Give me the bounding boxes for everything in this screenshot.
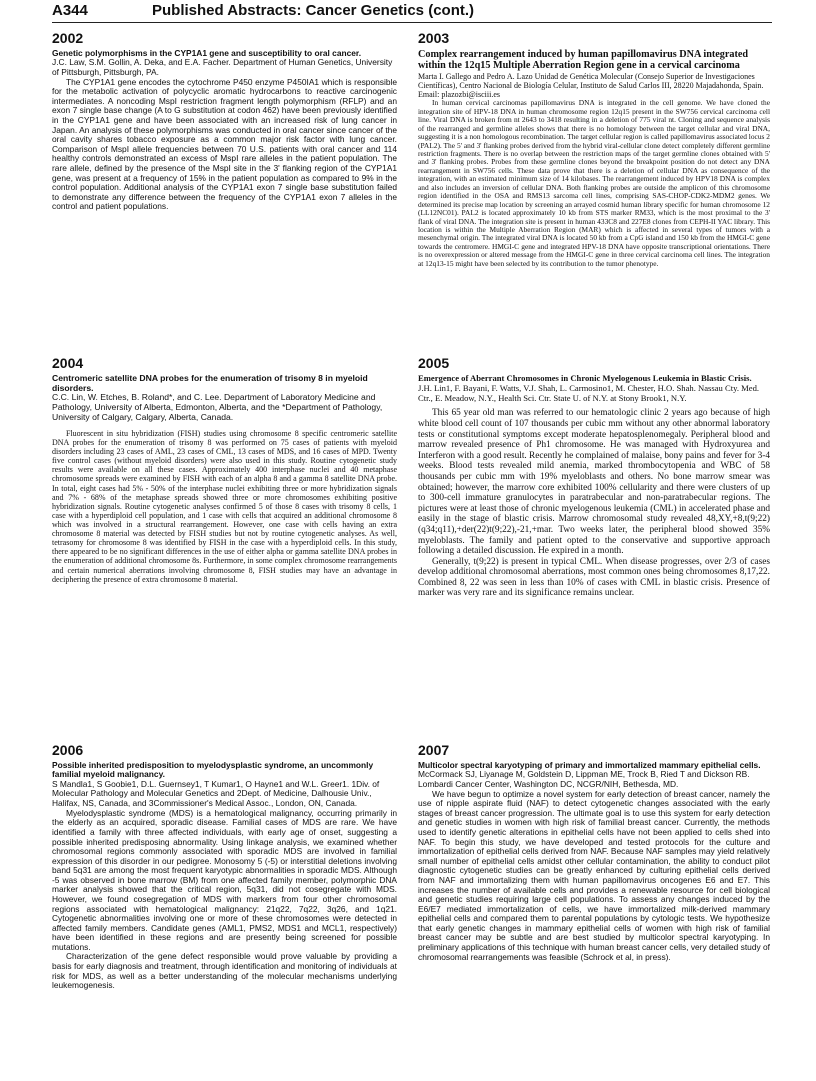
abstract-title: Emergence of Aberrant Chromosomes in Chronic Myelogenous Leukemia in Blastic Crisis. (418, 373, 752, 383)
abstract-body (52, 429, 397, 584)
page-number: A344 (52, 2, 88, 19)
abstract-paragraph: This 65 year old man was referred to our hematologic clinic 2 years ago because of high white blood cell count of 107 thousands per cubic mm without any other abnormal laboratory tests or constitutional symptoms except moderate hepatosplenomegaly. Peripheral blood and marrow revealed presence of Ph1 chromosome. He was managed with Hydroxyurea and Interferon with a good result. Recently he complained of malaise, bony pains and fever for 3-4 weeks. Blood tests revealed mild anemia, marked thrombocytopenia and WBC of 58 thousands per cubic mm with 19% myeloblasts and others. No bone marrow smear was obtained; however, the marrow core exhibited 100% cellularity and there were clusters of up to 300-cell immature granulocytes in paratrabecular and non-paratrabecular regions. The pictures were at least those of chronic myelogenous leukemia (CML) in accelerated phase and easily in the stage of blastic crisis. Marrow chromosomal study revealed 48,XY,+8,t(9;22)(q34;q11),+der(22)t(9;22),-21,+mar. Two weeks later, the peripheral blood showed 35% myeloblasts. The family and patient opted to the conservative and supportive approach following a detailed discussion. He expired in a month. (418, 408, 770, 557)
abstract-2007 (418, 742, 770, 1060)
abstract-2004 (52, 355, 397, 645)
abstract-number: 2005 (418, 355, 450, 371)
abstract-2002 (52, 30, 397, 280)
page-header (52, 2, 772, 24)
abstract-authors: S Mandla1, S Goobie1, D.L. Guernsey1, T Kumar1, O Hayne1 and W.L. Greer1. 1Div. of Molecular Pathology and Molecular Genetics and 2Dept. of Medicine, Dalhousie Univ., Halifax, NS, Canada, and 3Commissioner's Medical Assoc., London, ON, Canada. (52, 778, 380, 809)
abstract-title: Genetic polymorphisms in the CYP1A1 gene and susceptibility to oral cancer. (52, 48, 362, 58)
abstract-2003 (418, 30, 770, 305)
abstract-number: 2006 (52, 742, 84, 758)
abstract-body (418, 408, 770, 599)
abstract-2005 (418, 355, 770, 735)
abstract-authors: McCormack SJ, Liyanage M, Goldstein D, Lippman ME, Trock B, Ried T and Dickson RB. Lombardi Cancer Center, Washington DC, NCGR/NIH, Bethesda, MD. (418, 769, 750, 790)
abstract-authors: Marta I. Gallego and Pedro A. Lazo Unidad de Genética Molecular (Consejo Superior de Investigaciones Científicas), Centro Nacional de Biología Celular, Instituto de Salud Carlos III, 28220 Majadahonda, Spain. Email: plazozbi@isciii.es (418, 71, 764, 100)
abstract-paragraph: We have begun to optimize a novel system for early detection of breast cancer, namely the use of nipple aspirate fluid (NAF) to detect cytogenetic changes associated with the early stages of breast cancer progression. The ultimate goal is to use this system for early detection and genetic studies in women with high risk of familial breast cancer. Currently, the methods used to identify genetic alterations in epithelial cells have not been applied to cells shed into NAF. To begin this study, we have developed and tested protocols for the culture and immortalization of epithelial cells derived from NAF. Because NAF samples may yield relatively small number of epithelial cells amidst other cellular contamination, the ability to conduct pilot diagnostic cytogenetic studies can be greatly enhanced by culturing epithelial cells derived from NAF and immortalizing them with human papillomavirus oncogenes E6 and E7. This increases the number of available cells and provides a renewable resource for cell biological and genetic studies requiring large cell populations. To assess any changes induced by the E6/E7 mediated immortalization of cells, we have immortalized milk-derived mammary epithelial cells and compared them to parental populations by cytologic tests. We hypothesize that early genetic changes in mammary epithelial cells of women with high risk of familial breast cancer may be subtle and are best studied by multicolor spectral karyotyping. In preliminary applications of this technique with human breast cancer cells, very detailed study of chromosomal rearrangements was feasible (Schrock et al, in press). (418, 788, 770, 962)
abstract-title: Complex rearrangement induced by human papillomavirus DNA integrated within the 12q15 Multiple Aberration Region gene in a cervical carcinoma (418, 49, 749, 72)
abstract-paragraph: Generally, t(9;22) is present in typical CML. When disease progresses, over 2/3 of cases develop additional chromosomal aberrations, most common ones being chromosomes 8,17,22. Combined 8, 22 was seen in less than 10% of cases with CML in blastic crisis. Presence of marker was very rare and its significance remains unclear. (418, 556, 770, 599)
abstract-title: Centromeric satellite DNA probes for the enumeration of trisomy 8 in myeloid disorders. (52, 373, 368, 393)
abstract-authors: J.H. Lin1, F. Bayani, F. Watts, V.J. Shah, L. Carmosino1, M. Chester, H.O. Shah. Nassau Cty. Med. Ctr., E. Meadow, N.Y., Health Sci. Ctr. State U. of N.Y. at Stony Brook1, N.Y. (418, 382, 760, 403)
abstract-paragraph: Characterization of the gene defect responsible would prove valuable by providing a basis for early diagnosis and treatment, through identification and monitoring of individuals at risk for MDS, as well as a better understanding of the molecular mechanisms underlying leukemogenesis. (52, 951, 397, 991)
abstract-body (418, 790, 770, 962)
abstract-paragraph: Myelodysplastic syndrome (MDS) is a hematological malignancy, occurring primarily in the elderly as an acquired, sporadic disease. Familial cases of MDS are rare. We have identified a family with three affected individuals, with early age of onset, suggesting a possible inherited predisposing abnormality. Using linkage analysis, we examined whether chromosomal regions commonly associated with sporadic MDS are involved in familial expression of this disorder in our pedigree. Monosomy 5 (-5) or interstitial deletions involving band 5q31 are among the most frequent karyotypic abnormalities in sporadic MDS. Although -5 was observed in bone marrow (BM) from one affected family member, polymorphic DNA marker analysis showed that the critical region, 5q31, did not cosegregate with MDS. However, we found cosegregation of MDS with markers from four other chromosomal regions associated with hematological malignancy: 21q22, 7q22, 3q26, and 1q21. Cytogenetic abnormalities involving one or more of these chromosomes were detected in affected family members. Candidate genes (AML1, PMS2, MDS1 and MCL1, respectively) have been identified in these regions and are presently being screened for possible mutations. (52, 807, 397, 952)
abstract-body (418, 99, 770, 268)
abstract-paragraph: The CYP1A1 gene encodes the cytochrome P450 enzyme P450IA1 which is responsible for the metabolic activation of polycyclic aromatic hydrocarbons to reactive carcinogenic intermediates. A noncoding MspI restriction fragment length polymorphism (RFLP) and an exon 7 single base change (A to G substitution at codon 462) have been previously identified in the CYP1A1 gene and have been associated with an increased risk of lung cancer in Japan. An analysis of these polymorphisms was conducted in oral cancer since cancer of the oral cavity shares tobacco exposure as a common major risk factor with lung cancer. Comparison of MspI allele frequencies between 70 U.S. patients with oral cancer and 114 healthy controls demonstrated an excess of MspI rare alleles in the patient population. The rare allele, defined by the presence of the MspI site in the 3' flanking region of the CYP1A1 gene, was present at a frequency of 15% in the patient population as compared to 9% in the control population. Additional analysis of the CYP1A1 exon 7 single base substitution failed to demonstrate any difference between the frequency of the CYP1A1 exon 7 alleles in the control and patient populations. (52, 76, 397, 212)
abstract-number: 2007 (418, 742, 450, 758)
abstract-title: Multicolor spectral karyotyping of primary and immortalized mammary epithelial cells. (418, 760, 761, 770)
abstract-paragraph: Fluorescent in situ hybridization (FISH) studies using chromosome 8 specific centromeric satellite DNA probes for the enumeration of trisomy 8 was performed on 75 cases of patients with myeloid disorders including 23 cases of AML, 23 cases of CML, 13 cases of MDS, and 16 cases of MPD. Twenty five control cases (without myeloid disorders) were also used in this study. Routine cytogenetic study results were available on all these cases. Approximately 400 interphase nuclei and 40 metaphase chromosome spreads were examined by FISH with each of an alpha 8 and a gamma 8 satellite DNA probe. In total, eight cases had 5% - 50% of the interphase nuclei exhibiting three or more hybridization signals and 7% - 68% of the metaphase spreads showed three or more chromosomes exhibiting positive hybridization signals. Routine cytogenetic analyses confirmed 5 of those 8 cases with trisomy 8 cells, 1 case with a hyperdiploid cell population, and 1 case with cells that acquired an additional chromosome 8 which was involved in a structural rearrangement. However, one case with cells having an extra chromosome 8 material was detected by FISH studies but not by routine cytogenetic analyses. As well, tetrasomy for chromosome 8 was identified by FISH in the case with a hyperdiploid cells. In this study, there appeared to be no significant differences in the use of either alpha or gamma satellite DNA probes in the enumeration of additional chromosome 8s. Furthermore, in some complex chromosome rearrangements and certain numerical aberrations involving chromosome 8, FISH studies may have an advantage in deciphering the presence of extra chromosome 8 material. (52, 428, 397, 584)
abstract-paragraph: In human cervical carcinomas papillomavirus DNA is integrated in the cell genome. We have cloned the integration site of HPV-18 DNA in human chromosome region 12q15 present in the SW756 cervical carcinoma cell line. Viral DNA is broken from nt 2643 to 3418 resulting in a deletion of 775 viral nt. Cloning and sequence analysis of the rearranged and germline alleles shows that there is no homology between the target cellular and viral DNA, suggesting it is a non homologous recombination. The target cellular region is called papillomavirus associated locus 2 (PAL2). The 5' and 3' flanking probes derived from the hybrid viral-cellular clone detect completely different germline restriction fragments. There is no overlap between the restriction maps of the target germline clones obtained with 5' and 3' flanking probes. Probes from these germline clones beyond the breakpoint position do not detect any DNA rearrangement in SW756 cells. These data prove that there is a deletion of cellular DNA as consequence of the integration, with an estimated minimum size of 14 kilobases. The rearrangement induced by HPV18 DNA is complex and also includes an inversion of cellular DNA. Both flanking probes are outside the amplicon of this chromosome region identified in the OSA and RMS13 sarcoma cell lines, comprising SAS-CHOP-CDK2-MDM2 genes. We determined its precise map location by screening an arrayed cosmid human library specific for human chromosome 12 (LL12NC01). PAL2 is located approximately 10 kb from STS marker RM33, which is the most proximal to the 3' flank of viral DNA. The integration site is present in human 433C8 and 227E8 clones from CEPH-II YAC library. This location is within the Multiple Aberration Region (MAR) which is affected in several types of tumors with a mesenchymal origin. The integrated viral DNA is located 50 kb from a CpG island and 150 kb from the HMGI-C gene towards the centromere. HMGI-C gene and integrated HPV-18 DNA have opposite transcriptional orientations. There is no overexpression or altered message from the HMGI-C gene in three cervical carcinoma cell lines. The integration at 12q13-15 might have been selected by its contribution to the tumor phenotype. (418, 98, 770, 268)
abstract-title: Possible inherited predisposition to myelodysplastic syndrome, an uncommonly familial myeloid malignancy. (52, 760, 374, 780)
abstract-2006 (52, 742, 397, 1074)
abstract-body (52, 809, 397, 991)
abstract-authors: J.C. Law, S.M. Gollin, A. Deka, and E.A. Facher. Department of Human Genetics, University of Pittsburgh, Pittsburgh, PA. (52, 57, 393, 78)
header-rule (52, 22, 772, 23)
abstract-number: 2004 (52, 355, 84, 371)
abstract-number: 2003 (418, 30, 450, 46)
abstract-body (52, 78, 397, 212)
journal-section-title: Published Abstracts: Cancer Genetics (cont.) (152, 2, 475, 19)
abstract-number: 2002 (52, 30, 84, 46)
abstract-authors: C.C. Lin, W. Etches, B. Roland*, and C. Lee. Department of Laboratory Medicine and Pathology, University of Alberta, Edmonton, Alberta, and the *Department of Pathology, University of Calgary, Calgary, Alberta, Canada. (52, 392, 383, 422)
